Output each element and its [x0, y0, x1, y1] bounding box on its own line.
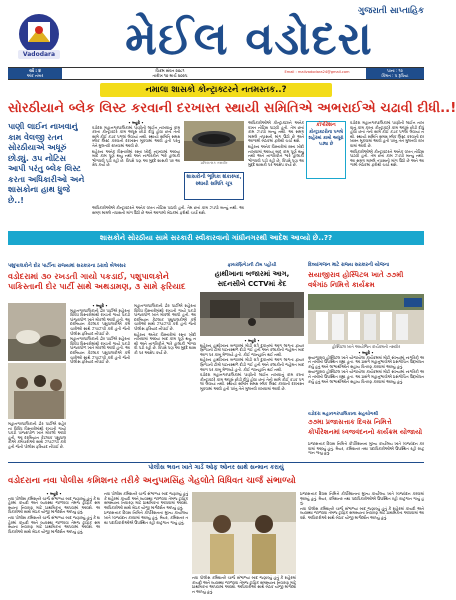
byline: • બ્યૂરો • — [244, 338, 260, 343]
story1-kicker: નમાલા શાસકો કોન્ટ્રાક્ટરને નતમસ્તક..? — [145, 85, 287, 95]
paragraph: પ્રજાસત્તાક દિવસ નિમિત્તે કોર્પોરેશનના મુખ્ય કાર્યાલય ખાતે ધ્વજવંદન કરવામાં આવ્યું હતું. મેયર, કમિશનર તથા પદાધિકારીઓએ ઉપસ્થિત રહી રાષ્ટ્રગાન ગાયું હતું. — [308, 441, 424, 456]
story2-photo-crowd — [8, 363, 66, 419]
story6-kicker-bar — [8, 462, 424, 473]
story1-photo-caption: પ્રતિકાત્મક તસવીર — [200, 161, 228, 165]
paragraph: વડોદરા મહાનગરપાલિકામાં પાણીની લાઈન નાખવાનું કામ કરતા કોન્ટ્રાક્ટરે કામ અધૂરું છોડી દીધું હોવા છતાં તેની સામે કોઈ કડક પગલાં લેવાયાં નથી. સ્થાયી સમિતિ સમક્ષ બ્લેક લિસ્ટ કરવાની દરખાસ્ત મૂકવામાં આવી હતી પરંતુ તેને મુલતવી રાખવામાં આવી છે. — [350, 120, 424, 148]
issue-email: Email : mailvadodara24@gmail.com — [284, 70, 350, 74]
paragraph: નવા પોલીસ કમિશનરે ચાર્જ સંભાળ્યા બાદ જણાવ્યું હતું કે શહેરમાં કાયદો અને વ્યવસ્થા જાળવવા તેમજ ટ્રાફિક સમસ્યાના નિવારણ માટે પ્રાથમિકતા આપવામાં આવશે. અધિકારીઓ સાથે બેઠક યોજી માર્ગદર્શન આપ્યું હતું. — [300, 505, 424, 520]
story6-body-col3 — [300, 492, 424, 592]
paragraph: શહેરના હાથીખાના બજારમાં મોડી રાત્રે દુકાનમાં આગ લાગતા ફાયર બ્રિગેડની ટીમો ઘટનાસ્થળે દોડી ગઈ હતી અને કલાકોની જહેમત બાદ આગ પર કાબૂ મેળવ્યો હતો. કોઈ જાનહાનિ થઈ નથી. — [200, 357, 304, 372]
story3-photo — [200, 292, 304, 336]
paragraph: સયાજીરાવ હોસ્પિટલ ખાતે યોજાયેલા કાર્યક્રમમાં મોટી સંખ્યામાં નાગરિકો અને તબીબો ઉપસ્થિત રહ્યા હતા. આ પ્રસંગે મહાનુભાવોએ પ્રસંગોચિત ઉદ્બોધન કર્યું હતું અને લાભાર્થીઓને સહાય વિતરણ કરવામાં આવ્યું હતું. — [308, 354, 424, 369]
paragraph: વડોદરા મહાનગરપાલિકામાં પાણીની લાઈન નાખવાનું કામ કરતા કોન્ટ્રાક્ટરે કામ અધૂરું છોડી દીધું હોવા છતાં તેની સામે કોઈ કડક પગલાં લેવાયાં નથી. સ્થાયી સમિતિ સમક્ષ બ્લેક લિસ્ટ કરવાની દરખાસ્ત મૂકવામાં આવી હતી પરંતુ તેને મુલતવી રાખવામાં આવી છે. — [200, 372, 304, 391]
paragraph: મહાનગરપાલિકાની ઢોર પાર્ટીએ શહેરના વિવિધ વિસ્તારોમાંથી રખડતી ગાયો પકડી પાંજરાપોળ ખાતે મોકલી આપી હતી. આ દરમિયાન કેટલાક પશુપાલકોએ કર્મચારીઓ સાથે ઝપાઝપી કરી હતી જેની પોલીસ ફરિયાદ નોંધાઈ છે. — [70, 307, 130, 336]
story2-kicker: પશુપાલકોને દોર પાર્ટીના રાજ્યમાં સરકારના ઠરાવો બેઅસર — [8, 263, 126, 269]
story2-body-col0 — [8, 421, 66, 449]
story6-photo-tail — [192, 576, 296, 594]
story1-body-col1 — [92, 121, 180, 201]
paragraph: અધિકારીઓએ કોન્ટ્રાક્ટરને અનેક વખત નોટિસ પાઠવી હતી. તેમ છતાં કામ ઝડપી બન્યું નથી. આ સમગ્ર મામલે તપાસની માંગ ઉઠી છે અને આગામી બેઠકમાં ફરીથી ચર્ચા થશે. — [248, 120, 304, 144]
issue-date: તારીખ ૧૦ માર્ચ ૨૦૨૫ — [152, 73, 188, 78]
story1-quote-box — [184, 172, 244, 200]
story4-photo — [308, 294, 424, 344]
byline: • બ્યૂરો • — [128, 120, 144, 125]
issue-no: અંક નંબર — [26, 73, 44, 78]
story6-headline: વડોદરાના નવા પોલીસ કમિશનર તરીકે અનુપમસિંહ ગેહલોતે વિધિવત ચાર્જ સંભાળ્યો — [8, 476, 296, 486]
story1-headline: સોરઠીયાને બ્લેક લિસ્ટ કરવાની દરખાસ્ત સ્થાયી સમિતિએ અભરાઈએ ચઢાવી દીધી..! — [8, 101, 456, 116]
issue-year: વર્ષ : ૪ — [29, 68, 41, 73]
issue-price: કિંમત : ૫ રૂપિયા — [381, 73, 409, 78]
story4-body — [308, 351, 424, 409]
story2-headline: વડોદરામાં ૩૦ રખડતી ગાયો પકડાઈ, પશુપાલકોને પાકિસ્તાની દોર પાર્ટી સાથે અથડામણ, ૩ સામે ફરિયાદ — [8, 271, 186, 291]
newspaper-logo — [10, 8, 68, 66]
story4-caption: હોસ્પિટલ ખાતે આયોજિત કાર્યક્રમની તસવીર — [331, 344, 401, 349]
paragraph: વડોદરા મહાનગરપાલિકામાં પાણીની લાઈન નાખવાનું કામ કરતા કોન્ટ્રાક્ટરે કામ અધૂરું છોડી દીધું હોવા છતાં તેની સામે કોઈ કડક પગલાં લેવાયાં નથી. સ્થાયી સમિતિ સમક્ષ બ્લેક લિસ્ટ કરવાની દરખાસ્ત મૂકવામાં આવી હતી પરંતુ તેને મુલતવી રાખવામાં આવી છે. — [92, 124, 180, 148]
paragraph: પ્રજાસત્તાક દિવસ નિમિત્તે કોર્પોરેશનના મુખ્ય કાર્યાલય ખાતે ધ્વજવંદન કરવામાં આવ્યું હતું. મેયર, કમિશનર તથા પદાધિકારીઓએ ઉપસ્થિત રહી રાષ્ટ્રગાન ગાયું હતું. — [300, 491, 424, 506]
paragraph: નવા પોલીસ કમિશનરે ચાર્જ સંભાળ્યા બાદ જણાવ્યું હતું કે શહેરમાં કાયદો અને વ્યવસ્થા જાળવવા તેમજ ટ્રાફિક સમસ્યાના નિવારણ માટે પ્રાથમિકતા આપવામાં આવશે. અધિકારીઓ સાથે બેઠક યોજી માર્ગદર્શન આપ્યું હતું. — [192, 575, 296, 594]
paragraph: શહેરના અનેક વિસ્તારોમાં રસ્તા ખોદી નાખવામાં આવ્યા બાદ કામ પૂર્ણ થયું નથી અને નાગરિકોને ભારે હાલાકી ભોગવવી પડી રહી છે. વિપક્ષે પણ આ મુદ્દે શાસકો પર આક્ષેપ કર્યા છે. — [134, 331, 196, 355]
paragraph: નવા પોલીસ કમિશનરે ચાર્જ સંભાળ્યા બાદ જણાવ્યું હતું કે શહેરમાં કાયદો અને વ્યવસ્થા જાળવવા તેમજ ટ્રાફિક સમસ્યાના નિવારણ માટે પ્રાથમિકતા આપવામાં આવશે. અધિકારીઓ સાથે બેઠક યોજી માર્ગદર્શન આપ્યું હતું. — [8, 514, 100, 534]
byline: • બ્યૂરો • — [92, 303, 108, 308]
story2-body-col1 — [70, 304, 130, 446]
tagline: ગુજરાતી સાપ્તાહિક — [358, 6, 424, 16]
story1-side-text: પાણી લાઈન નાખવાનું કામ વેલજી રતન સોરઠીયાએ અધૂરું છોડ્યું. ૩૫ નોટિસ આપી પરંતુ બ્લેક લિસ્ટ કરતા અધિકારીઓ અને શાસકોના હાથ ધ્રુજે છે..! — [8, 122, 85, 205]
issue-samvat: વિક્રમ સંવત ૨૦૮૧ — [155, 68, 185, 73]
newspaper-title: મેઈલ વડોદરા — [125, 12, 373, 65]
story3-headline: હાથીખાના બજારમાં આગ, સદનસીબે CCTVમાં કેદ — [214, 270, 290, 288]
story1-banner-text: શાસકોને સોરઠીયા સામે સરકારી સ્વીકારવાનો ગાંધીનગરથી આદેશ આવ્યો છે..?? — [99, 233, 333, 242]
paragraph: શહેરના અનેક વિસ્તારોમાં રસ્તા ખોદી નાખવામાં આવ્યા બાદ કામ પૂર્ણ થયું નથી અને નાગરિકોને ભારે હાલાકી ભોગવવી પડી રહી છે. વિપક્ષે પણ આ મુદ્દે શાસકો પર આક્ષેપ કર્યા છે. — [92, 148, 180, 168]
story6-photo — [192, 492, 296, 574]
story1-box-body: કોન્ટ્રાક્ટરોના પગલે શહેરમાં કામો અધૂરાં પડ્યા છે — [308, 130, 344, 147]
story1-highlight-box — [306, 121, 346, 179]
paragraph: મહાનગરપાલિકાની ઢોર પાર્ટીએ શહેરના વિવિધ વિસ્તારોમાંથી રખડતી ગાયો પકડી પાંજરાપોળ ખાતે મોકલી આપી હતી. આ દરમિયાન કેટલાક પશુપાલકોએ કર્મચારીઓ સાથે ઝપાઝપી કરી હતી જેની પોલીસ ફરિયાદ નોંધાઈ છે. — [134, 303, 196, 331]
story2-photo-cows — [8, 303, 66, 361]
story5-body — [308, 442, 424, 460]
story1-box-title: કોર્પોરેશન — [316, 122, 336, 128]
logo-text: Vadodara — [22, 51, 56, 58]
story5-kicker: વડોદરા મહાનગરપાલિકાના સહયોગથી — [308, 412, 379, 417]
story2-body-col2 — [134, 304, 196, 446]
story3-body — [200, 339, 304, 447]
story3-kicker: ફાયરબ્રિગેડની ટીમ પહોંચી — [227, 263, 277, 268]
masthead — [8, 6, 424, 66]
paragraph: શહેરના અનેક વિસ્તારોમાં રસ્તા ખોદી નાખવામાં આવ્યા બાદ કામ પૂર્ણ થયું નથી અને નાગરિકોને ભારે હાલાકી ભોગવવી પડી રહી છે. વિપક્ષે પણ આ મુદ્દે શાસકો પર આક્ષેપ કર્યા છે. — [248, 143, 304, 168]
story1-body-col2 — [248, 121, 304, 221]
story1-quote: શાસકોની ભૂમિકા શંકાસ્પદ, સ્થાયી સમિતિ ચૂપ — [186, 174, 242, 187]
story1-kicker-bar — [100, 83, 332, 97]
story6-body-col2 — [104, 492, 188, 592]
paragraph: શહેરના હાથીખાના બજારમાં મોડી રાત્રે દુકાનમાં આગ લાગતા ફાયર બ્રિગેડની ટીમો ઘટનાસ્થળે દોડી ગઈ હતી અને કલાકોની જહેમત બાદ આગ પર કાબૂ મેળવ્યો હતો. કોઈ જાનહાનિ થઈ નથી. — [200, 342, 304, 357]
paragraph: મહાનગરપાલિકાની ઢોર પાર્ટીએ શહેરના વિવિધ વિસ્તારોમાંથી રખડતી ગાયો પકડી પાંજરાપોળ ખાતે મોકલી આપી હતી. આ દરમિયાન કેટલાક પશુપાલકોએ કર્મચારીઓ સાથે ઝપાઝપી કરી હતી જેની પોલીસ ફરિયાદ નોંધાઈ છે. — [8, 421, 66, 449]
byline: • બ્યૂરો • — [46, 491, 62, 496]
paragraph: નવા પોલીસ કમિશનરે ચાર્જ સંભાળ્યા બાદ જણાવ્યું હતું કે શહેરમાં કાયદો અને વ્યવસ્થા જાળવવા તેમજ ટ્રાફિક સમસ્યાના નિવારણ માટે પ્રાથમિકતા આપવામાં આવશે. અધિકારીઓ સાથે બેઠક યોજી માર્ગદર્શન આપ્યું હતું. — [104, 491, 188, 510]
story6-kicker: પોલીસ ભવન ખાતે ગાર્ડ ઓફ ઓનર સાથે સન્માન કરાયું — [148, 464, 284, 471]
story1-tail — [92, 206, 244, 228]
paragraph: પ્રજાસત્તાક દિવસ નિમિત્તે કોર્પોરેશનના મુખ્ય કાર્યાલય ખાતે ધ્વજવંદન કરવામાં આવ્યું હતું. મેયર, કમિશનર તથા પદાધિકારીઓએ ઉપસ્થિત રહી રાષ્ટ્રગાન ગાયું હતું. — [104, 510, 188, 525]
paragraph: મહાનગરપાલિકાની ઢોર પાર્ટીએ શહેરના વિવિધ વિસ્તારોમાંથી રખડતી ગાયો પકડી પાંજરાપોળ ખાતે મોકલી આપી હતી. આ દરમિયાન કેટલાક પશુપાલકોએ કર્મચારીઓ સાથે ઝપાઝપી કરી હતી જેની પોલીસ ફરિયાદ નોંધાઈ છે. — [70, 336, 130, 365]
story6-body-col1 — [8, 492, 100, 592]
story5-headline: ૭૭મા પ્રજાસત્તાક દિવસ નિમિત્તે કોર્પોરેશનમાં ધ્વજવંદનનો કાર્યક્રમ યોજાયો — [308, 418, 423, 436]
paragraph: નવા પોલીસ કમિશનરે ચાર્જ સંભાળ્યા બાદ જણાવ્યું હતું કે શહેરમાં કાયદો અને વ્યવસ્થા જાળવવા તેમજ ટ્રાફિક સમસ્યાના નિવારણ માટે પ્રાથમિકતા આપવામાં આવશે. અધિકારીઓ સાથે બેઠક યોજી માર્ગદર્શન આપ્યું હતું. — [8, 495, 100, 515]
byline: • બ્યૂરો • — [358, 350, 374, 355]
paragraph: સયાજીરાવ હોસ્પિટલ ખાતે યોજાયેલા કાર્યક્રમમાં મોટી સંખ્યામાં નાગરિકો અને તબીબો ઉપસ્થિત રહ્યા હતા. આ પ્રસંગે મહાનુભાવોએ પ્રસંગોચિત ઉદ્બોધન કર્યું હતું અને લાભાર્થીઓને સહાય વિતરણ કરવામાં આવ્યું હતું. — [308, 369, 424, 384]
story1-banner — [8, 231, 424, 245]
story1-photo — [184, 121, 244, 161]
paragraph: અધિકારીઓએ કોન્ટ્રાક્ટરને અનેક વખત નોટિસ પાઠવી હતી. તેમ છતાં કામ ઝડપી બન્યું નથી. આ સમગ્ર મામલે તપાસની માંગ ઉઠી છે અને આગામી બેઠકમાં ફરીથી ચર્ચા થશે. — [350, 148, 424, 168]
story4-kicker: દિવ્યાંગજન માટે રાજ્ય સરકારની યોજના — [308, 263, 390, 268]
paragraph: અધિકારીઓએ કોન્ટ્રાક્ટરને અનેક વખત નોટિસ પાઠવી હતી. તેમ છતાં કામ ઝડપી બન્યું નથી. આ સમગ્ર મામલે તપાસની માંગ ઉઠી છે અને આગામી બેઠકમાં ફરીથી ચર્ચા થશે. — [92, 205, 244, 215]
issue-pages: પાના : ૧૨ — [387, 68, 403, 73]
issue-strip — [8, 67, 424, 80]
story4-headline: સયાજીરાવ હોસ્પિટલ ખાતે ૭૭મી વર્ષગાંઠ નિમિત્તે કાર્યક્રમ — [308, 270, 404, 289]
story1-body-col3 — [350, 121, 424, 221]
